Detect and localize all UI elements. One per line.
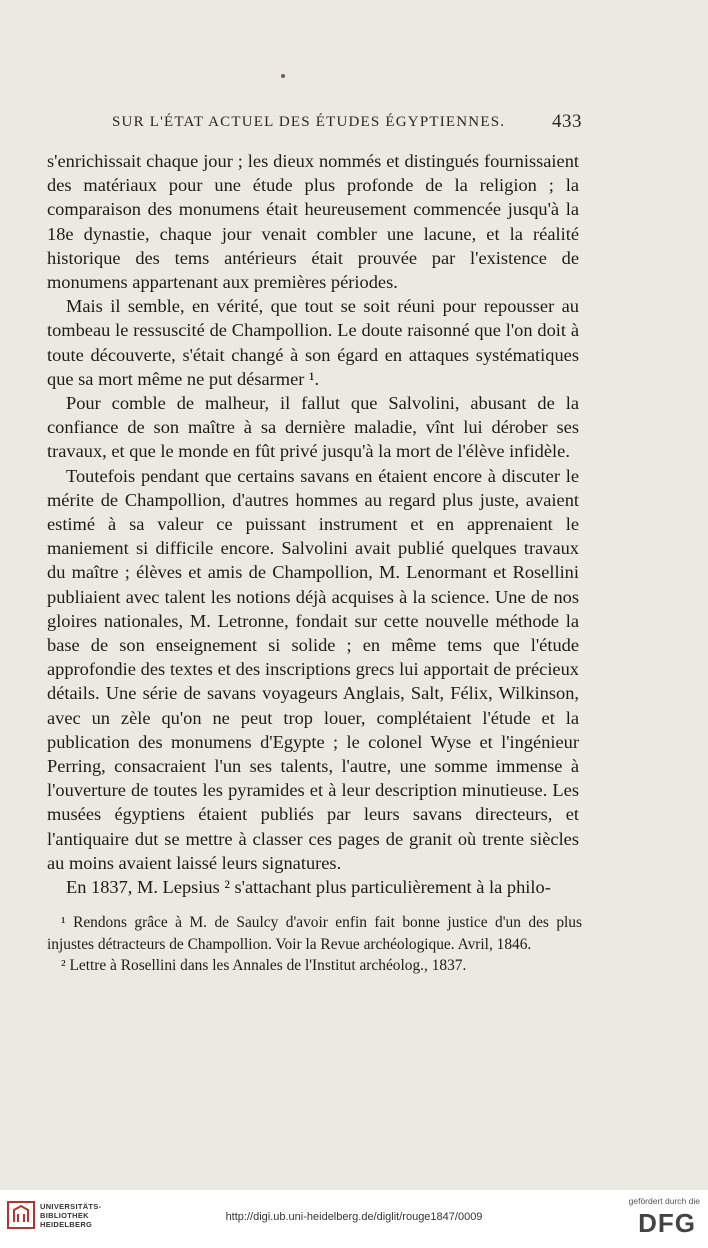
page-number: 433: [552, 111, 582, 132]
footnote-2: ² Lettre à Rosellini dans les Annales de l'Institut archéolog., 1837.: [61, 957, 467, 974]
dfg-logo: DFG: [638, 1208, 696, 1238]
ornament-dot: [281, 74, 285, 78]
library-name: UNIVERSITÄTS- BIBLIOTHEK HEIDELBERG: [40, 1202, 102, 1229]
paragraph-3: Pour comble de malheur, il fallut que Salvolini, abusant de la confiance de son maître à sa dernière maladie, vînt lui dérober ses travaux, et que le monde en fût privé jusqu'à la mort de l'élève infidèle.: [47, 393, 579, 462]
footnote-1: ¹ Rendons grâce à M. de Saulcy d'avoir enfin fait bonne justice d'un des plus injustes détracteurs de Champollion. Voir la Revue archéologique. Avril, 1846.: [47, 914, 582, 953]
paragraph-2: Mais il semble, en vérité, que tout se soit réuni pour repousser au tombeau le ressuscité de Champollion. Le doute raisonné que l'on doit à toute découverte, s'était changé à son égard en attaques systématiques que sa mort même ne put désarmer ¹.: [47, 296, 579, 389]
paragraph-5: En 1837, M. Lepsius ² s'attachant plus particulièrement à la philo-: [66, 877, 551, 898]
running-title: SUR L'ÉTAT ACTUEL DES ÉTUDES ÉGYPTIENNES.: [112, 114, 506, 130]
viewer-footer: [0, 1190, 708, 1248]
permalink-url[interactable]: http://digi.ub.uni-heidelberg.de/diglit/rouge1847/0009: [225, 1211, 483, 1223]
body-text: [47, 149, 579, 899]
paragraph-4: Toutefois pendant que certains savans en étaient encore à discuter le mérite de Champollion, d'autres hommes au regard plus juste, avaient estimé à sa valeur ce puissant instrument et en apprenaient le maniement si difficile encore. Salvolini avait publié quelques travaux du maître ; élèves et amis de Champollion, M. Lenormant et Rosellini publiaient avec talent les notions déjà acquises à la science. Une de nos gloires nationales, M. Letronne, fondait sur cette nouvelle méthode la base de son enseignement si solide ; en même tems que l'étude approfondie des textes et des inscriptions grecs lui apportait de précieux détails. Une série de savans voyageurs Anglais, Salt, Félix, Wilkinson, avec un zèle qu'on ne peut trop louer, complétaient l'étude et la publication des monumens d'Egypte ; le colonel Wyse et l'ingénieur Perring, consacraient l'un ses talents, l'autre, une somme immense à l'ouverture de toutes les pyramides et à leur description minutieuse. Les musées égyptiens étaient publiés par leurs savans directeurs, et l'antiquaire dut se mettre à classer ces pages de granit où trente siècles au moins avaient laissé leurs signatures.: [47, 465, 579, 873]
footnotes: [47, 912, 582, 977]
paragraph-1: s'enrichissait chaque jour ; les dieux nommés et distingués fournissaient des matériaux pour une étude plus profonde de la religion ; la comparaison des monumens était heureusement commencée jusqu'à la 18e dynastie, chaque jour venait combler une lacune, et la réalité historique des tems antérieurs était prouvée par l'existence de monumens appartenant aux premières périodes.: [47, 151, 579, 293]
funding-note: gefördert durch die: [628, 1196, 700, 1206]
